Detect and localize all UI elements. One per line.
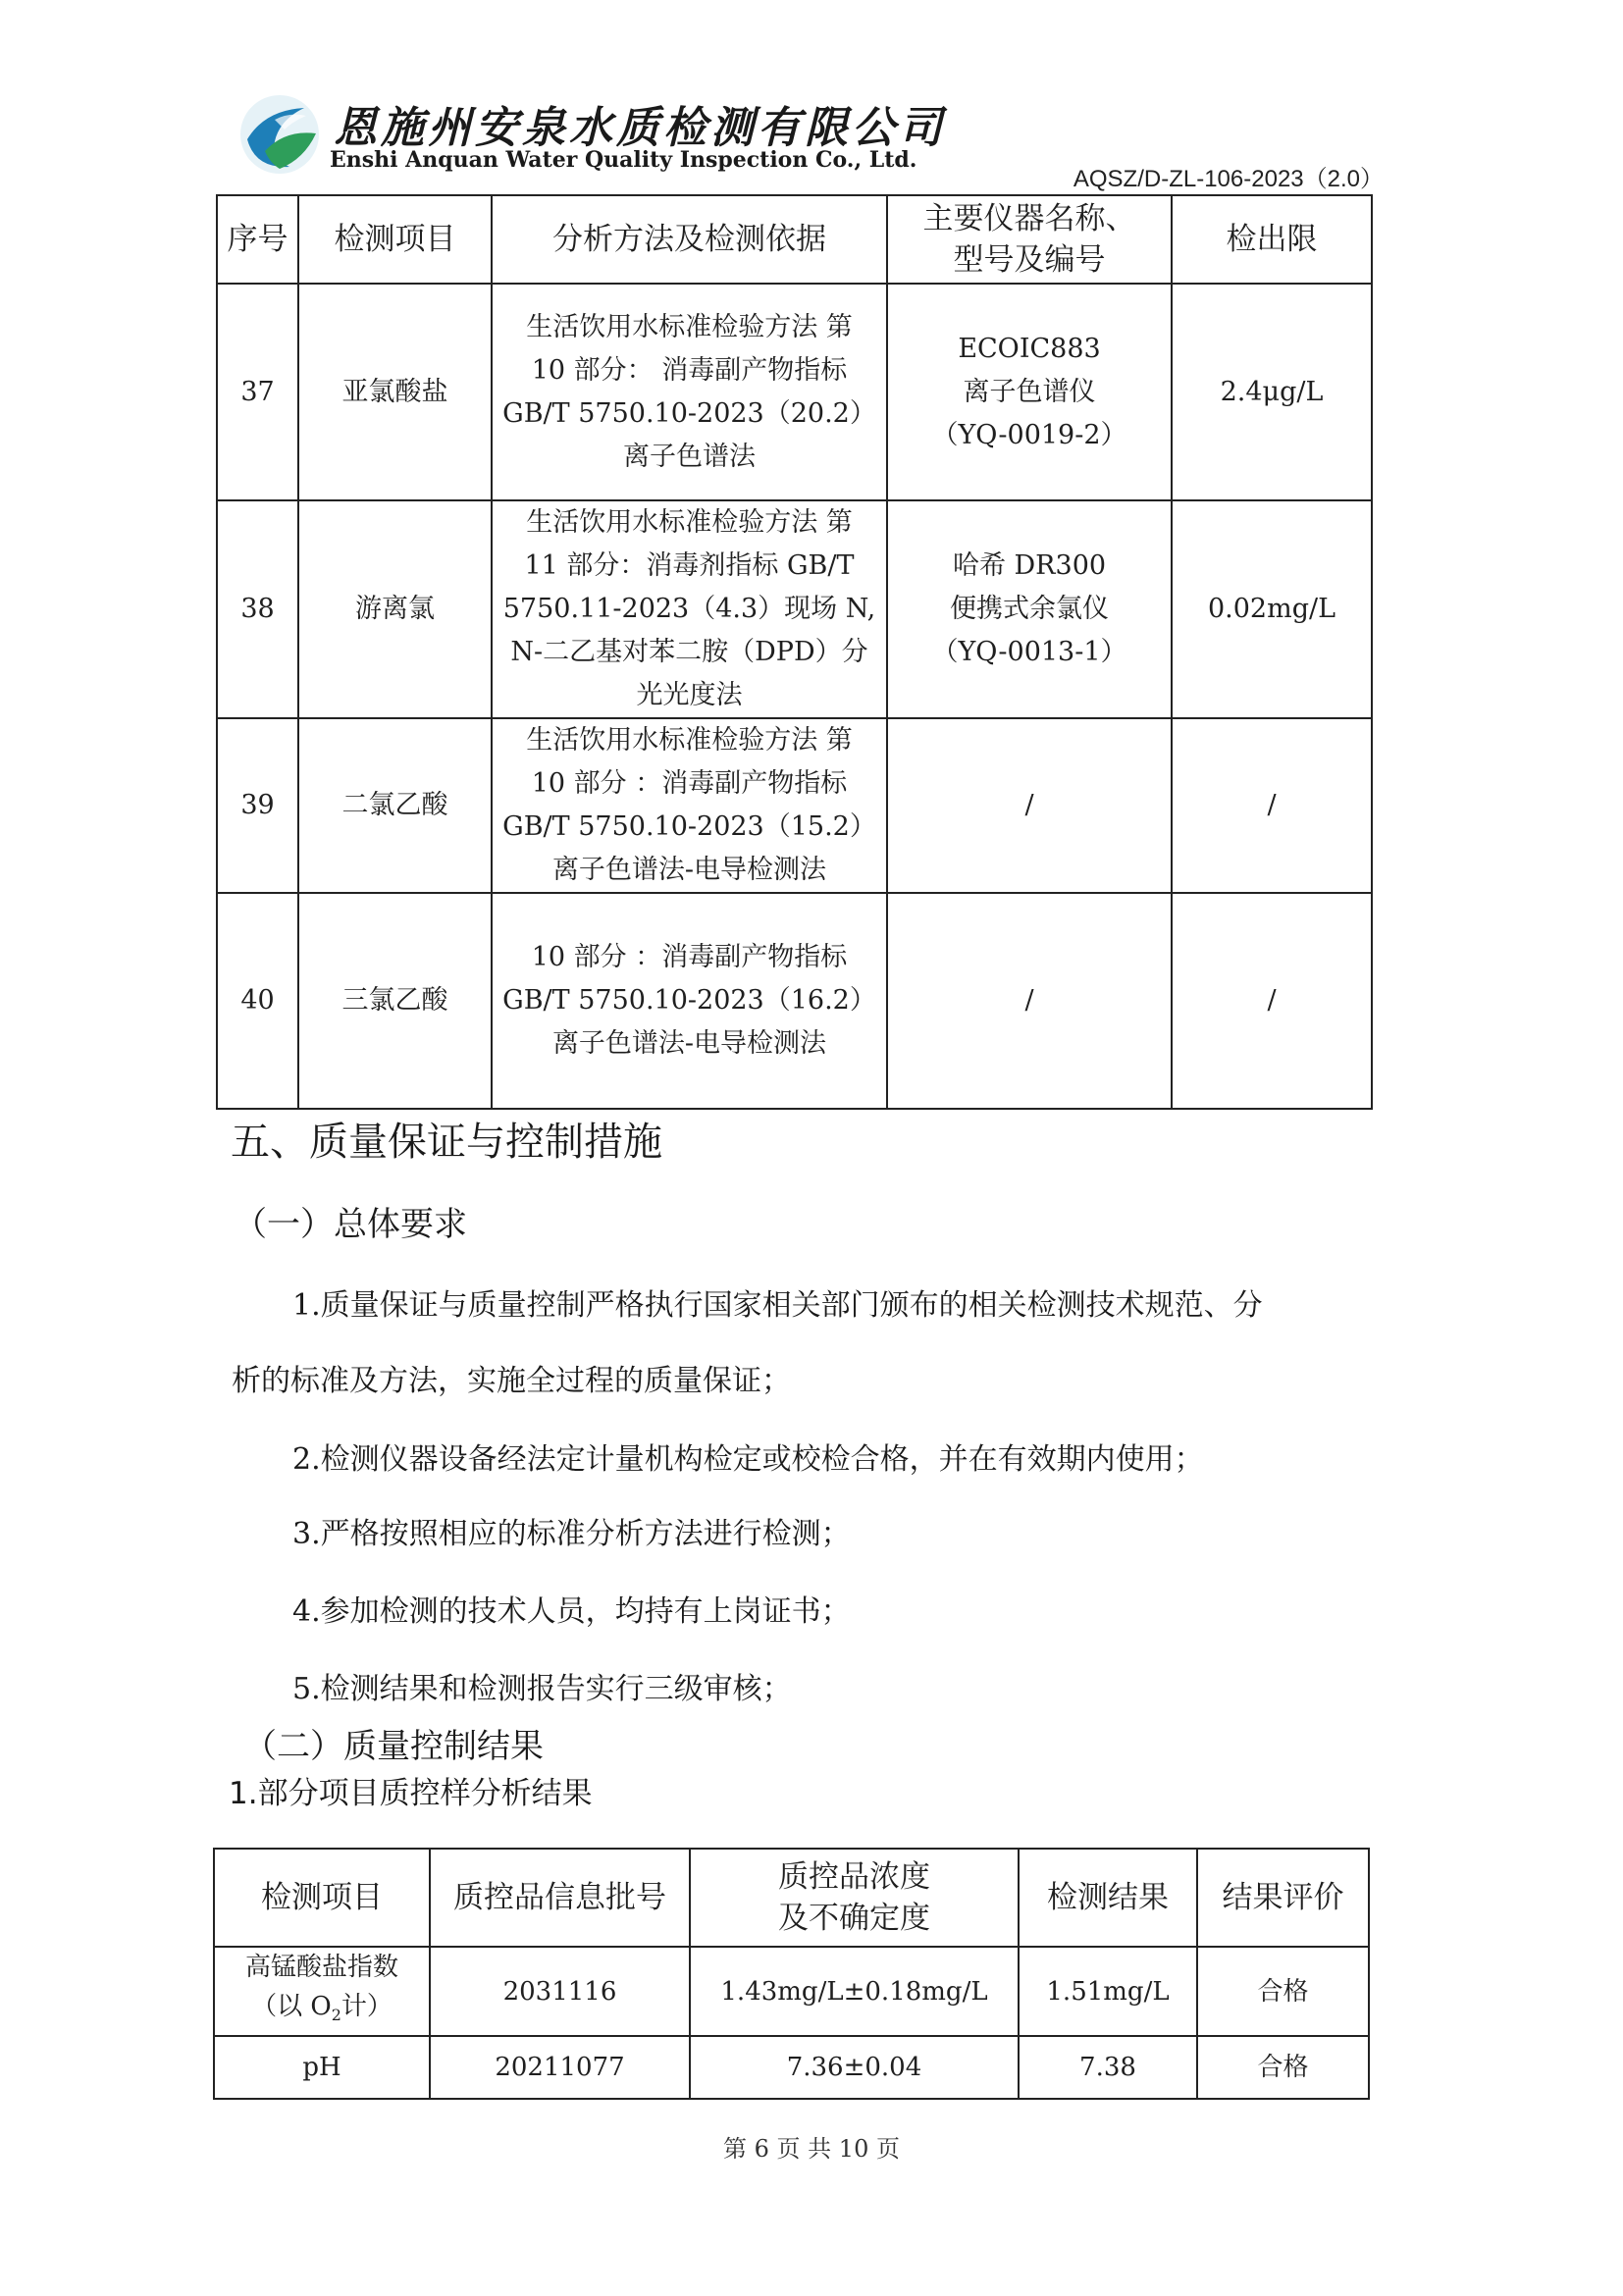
method-line: 光光度法 — [636, 680, 743, 710]
instrument-line: （YQ-0013-1） — [931, 637, 1127, 667]
method-line: 生活饮用水标准检验方法 第 — [526, 311, 853, 342]
table-row — [214, 1947, 1369, 2036]
cell-instrument — [887, 893, 1172, 1109]
method-line: 离子色谱法-电导检测法 — [551, 855, 827, 885]
item-line — [215, 1987, 429, 2035]
instrument-line: / — [1024, 790, 1034, 820]
table-row — [217, 284, 1372, 500]
col-header-concentration — [690, 1849, 1019, 1947]
cell-limit: 2.4μg/L — [1172, 284, 1372, 500]
method-line: 10 部分 ：消毒副产物指标 — [531, 768, 848, 799]
paragraph-line: 2.检测仪器设备经法定计量机构检定或校检合格，并在有效期内使用； — [292, 1442, 1204, 1477]
page-footer: 第 6 页 共 10 页 — [723, 2135, 900, 2163]
cell-instrument — [887, 718, 1172, 893]
method-line: 10 部分 ：消毒副产物指标 — [531, 942, 848, 972]
cell-method — [492, 500, 887, 718]
paragraph-line: 4.参加检测的技术人员，均持有上岗证书； — [292, 1594, 851, 1629]
method-line: GB/T 5750.10-2023（15.2） — [502, 811, 876, 842]
col-header-result: 检测结果 — [1019, 1849, 1197, 1947]
col-header-item: 检测项目 — [298, 195, 492, 284]
cell-concentration: 1.43mg/L±0.18mg/L — [690, 1947, 1019, 2036]
cell-item: 游离氯 — [298, 500, 492, 718]
cell-concentration: 7.36±0.04 — [690, 2036, 1019, 2099]
cell-evaluation: 合格 — [1197, 2036, 1369, 2099]
cell-batch: 2031116 — [430, 1947, 690, 2036]
cell-item: 二氯乙酸 — [298, 718, 492, 893]
method-line: 生活饮用水标准检验方法 第 — [526, 725, 853, 756]
col-header-instrument-line2: 型号及编号 — [953, 242, 1106, 278]
item-line: 高锰酸盐指数 — [244, 1953, 398, 1982]
method-line: 生活饮用水标准检验方法 第 — [526, 507, 853, 538]
cell-evaluation: 合格 — [1197, 1947, 1369, 2036]
cell-method — [492, 893, 887, 1109]
paragraph-line: 3.严格按照相应的标准分析方法进行检测； — [292, 1517, 851, 1551]
method-line: 离子色谱法-电导检测法 — [551, 1028, 827, 1059]
col-header-batch: 质控品信息批号 — [430, 1849, 690, 1947]
cell-limit: 0.02mg/L — [1172, 500, 1372, 718]
method-line: 5750.11-2023（4.3）现场 N, — [502, 594, 876, 624]
col-header-no: 序号 — [217, 195, 298, 284]
section-title: 五、质量保证与控制措施 — [231, 1120, 662, 1165]
col-header-method: 分析方法及检测依据 — [492, 195, 887, 284]
instrument-line: 哈希 DR300 — [952, 550, 1107, 581]
cell-result: 1.51mg/L — [1019, 1947, 1197, 2036]
cell-item: 亚氯酸盐 — [298, 284, 492, 500]
instrument-line: 便携式余氯仪 — [950, 594, 1109, 624]
item-text: （以 O — [251, 1992, 332, 2021]
item-text: 计） — [340, 1992, 393, 2021]
item-subscript: 2 — [331, 2006, 341, 2025]
table-row — [217, 718, 1372, 893]
cell-instrument — [887, 500, 1172, 718]
instrument-line: ECOIC883 — [958, 333, 1101, 364]
subsection-title: （二）质量控制结果 — [243, 1727, 544, 1766]
cell-limit: / — [1172, 718, 1372, 893]
table-header-row — [214, 1849, 1369, 1947]
table-row — [214, 2036, 1369, 2099]
cell-method — [492, 718, 887, 893]
document-code: AQSZ/D-ZL-106-2023（2.0） — [1073, 166, 1384, 192]
table-row — [217, 893, 1372, 1109]
subsection-title: 1.部分项目质控样分析结果 — [229, 1776, 593, 1811]
cell-item: 三氯乙酸 — [298, 893, 492, 1109]
table-header-row — [217, 195, 1372, 284]
method-line: GB/T 5750.10-2023（16.2） — [502, 985, 876, 1016]
cell-item: pH — [214, 2036, 430, 2099]
paragraph-line: 5.检测结果和检测报告实行三级审核； — [292, 1672, 792, 1706]
paragraph-line: 1.质量保证与质量控制严格执行国家相关部门颁布的相关检测技术规范、分 — [292, 1288, 1263, 1323]
cell-instrument — [887, 284, 1172, 500]
company-logo-icon — [236, 90, 324, 179]
instrument-line: / — [1024, 985, 1034, 1016]
method-line: 11 部分：消毒剂指标 GB/T — [524, 550, 855, 581]
method-line: GB/T 5750.10-2023（20.2） — [502, 397, 876, 429]
company-name-en: Enshi Anquan Water Quality Inspection Co., Ltd. — [330, 147, 917, 173]
cell-no: 38 — [217, 500, 298, 718]
method-line: N-二乙基对苯二胺（DPD）分 — [510, 637, 868, 667]
col-header-evaluation: 结果评价 — [1197, 1849, 1369, 1947]
cell-limit: / — [1172, 893, 1372, 1109]
cell-method — [492, 284, 887, 500]
cell-no: 40 — [217, 893, 298, 1109]
method-line: 离子色谱法 — [623, 441, 756, 472]
col-header-conc-line2: 及不确定度 — [778, 1901, 930, 1936]
qc-table — [213, 1848, 1370, 2100]
method-line: 10 部分： 消毒副产物指标 — [531, 354, 848, 386]
instrument-line: 离子色谱仪 — [963, 376, 1096, 407]
col-header-conc-line1: 质控品浓度 — [778, 1859, 930, 1895]
method-table — [216, 194, 1373, 1110]
cell-no: 39 — [217, 718, 298, 893]
cell-batch: 20211077 — [430, 2036, 690, 2099]
page-header — [236, 90, 1384, 192]
company-name-cn: 恩施州安泉水质检测有限公司 — [334, 103, 946, 153]
subsection-title: （一）总体要求 — [234, 1205, 467, 1244]
table-row — [217, 500, 1372, 718]
col-header-instrument-line1: 主要仪器名称、 — [922, 201, 1136, 236]
col-header-instrument — [887, 195, 1172, 284]
cell-no: 37 — [217, 284, 298, 500]
col-header-limit: 检出限 — [1172, 195, 1372, 284]
cell-result: 7.38 — [1019, 2036, 1197, 2099]
instrument-line: （YQ-0019-2） — [931, 419, 1127, 450]
cell-item — [214, 1947, 430, 2036]
paragraph-line: 析的标准及方法，实施全过程的质量保证； — [232, 1364, 791, 1398]
col-header-item: 检测项目 — [214, 1849, 430, 1947]
